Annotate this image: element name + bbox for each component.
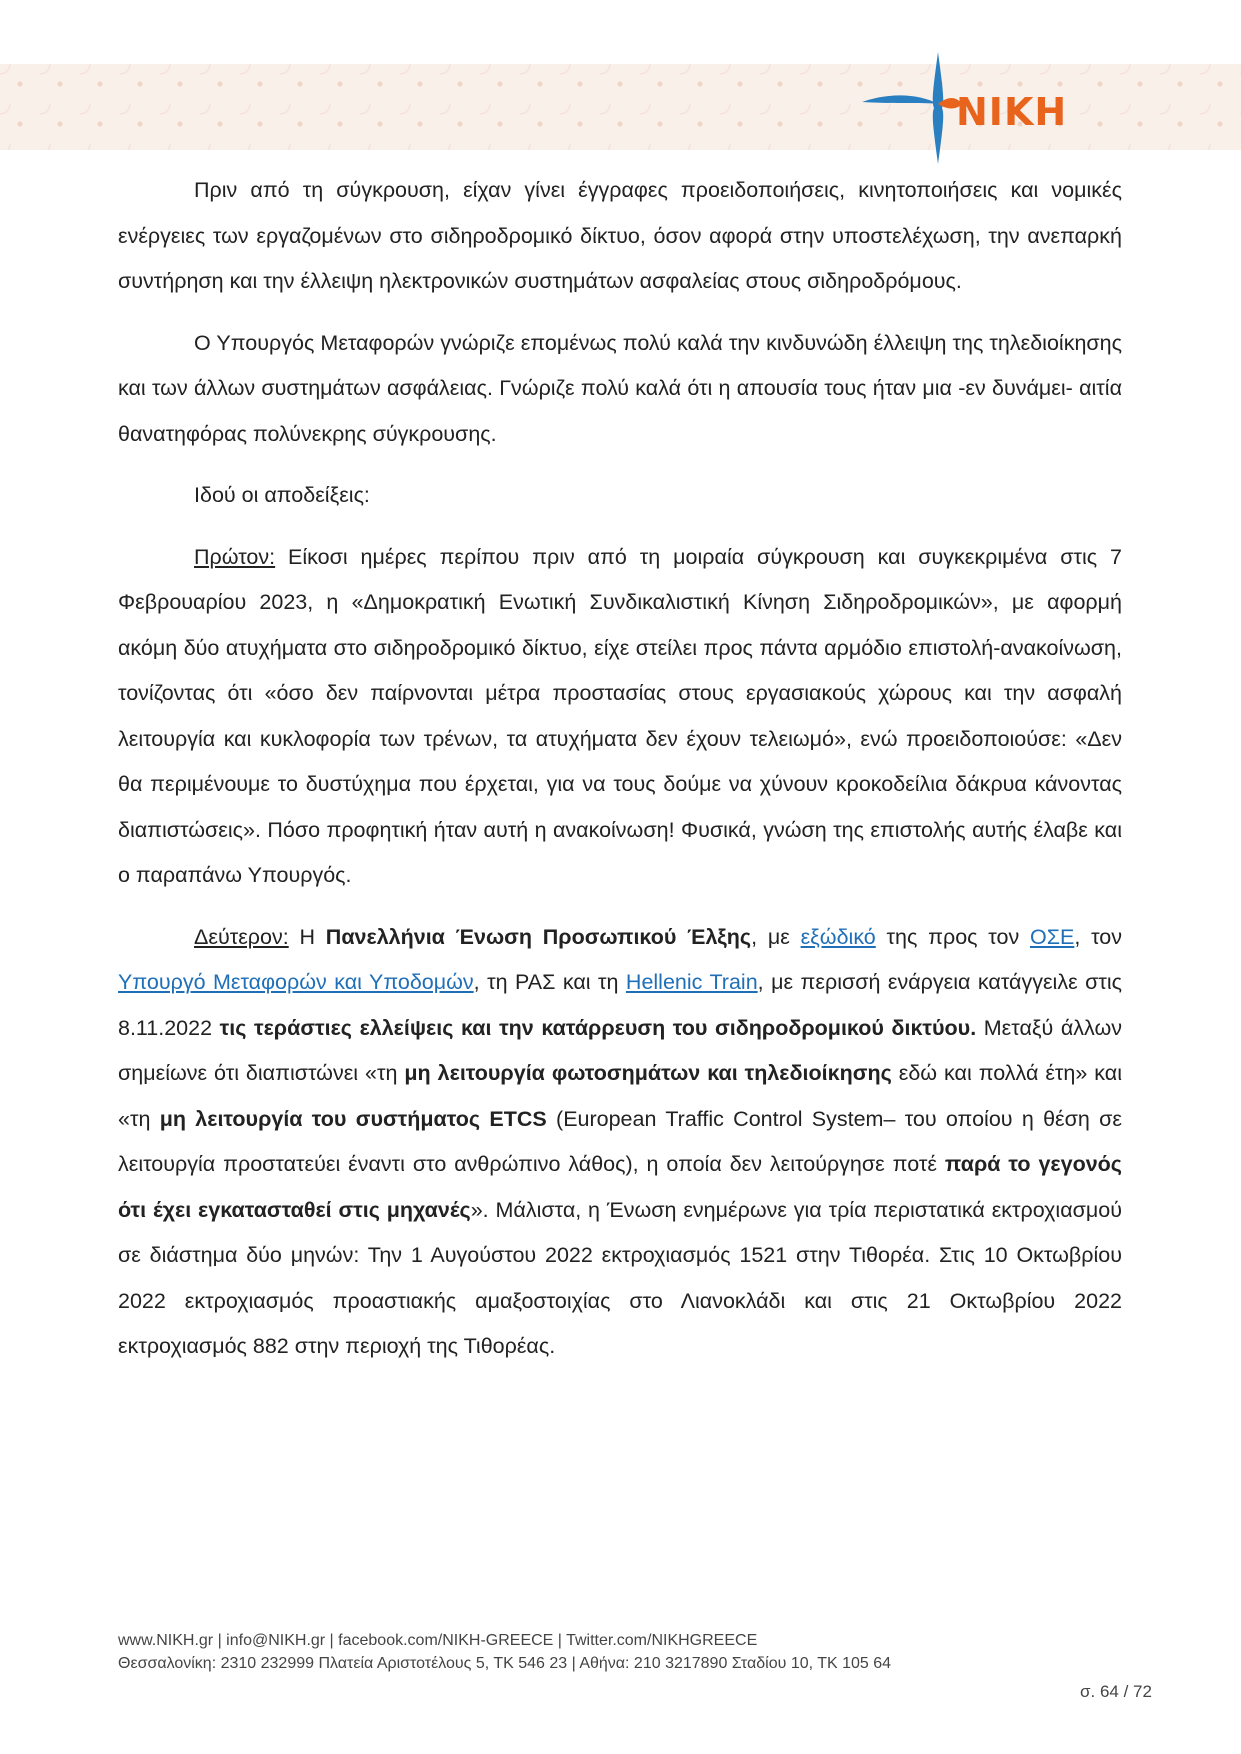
text-span: Μεταξύ άλλων σημείωνε ότι διαπιστώνει «τη xyxy=(118,1015,1122,1085)
page-number: σ. 64 / 72 xyxy=(1080,1682,1152,1701)
bold-span: Πανελλήνια Ένωση Προσωπικού Έλξης xyxy=(325,924,752,949)
paragraph-evidence-heading: Ιδού οι αποδείξεις: xyxy=(194,483,370,507)
footer-addresses: Θεσσαλονίκη: 2310 232999 Πλατεία Αριστοτέλους 5, ΤΚ 546 23 | Αθήνα: 210 3217890 Σταδίου 10, ΤΚ 105 64 xyxy=(118,1655,892,1672)
bold-span: μη λειτουργία φωτοσημάτων και τηλεδιοίκησης xyxy=(404,1061,892,1085)
link-hellenic-train[interactable]: Hellenic Train xyxy=(625,970,758,994)
paragraph-first xyxy=(118,535,1122,899)
text-span: εδώ και πολλά έτη» και «τη xyxy=(118,1061,1122,1131)
paragraph-second xyxy=(118,915,1122,1370)
paragraph-warnings: Πριν από τη σύγκρουση, είχαν γίνει έγγραφες προειδοποιήσεις, κινητοποιήσεις και νομικές ενέργειες των εργαζομένων στο σιδηροδρομικό δίκτυο, όσον αφορά στην υποστελέχωση, την ανεπαρκή συντήρηση και την έλλειψη ηλεκτρονικών συστημάτων ασφαλείας στους σιδηροδρόμους. xyxy=(118,178,1122,293)
second-lead: Δεύτερον: xyxy=(194,924,289,949)
document-body xyxy=(118,168,1122,1386)
text-span: , με περισσή ενάργεια κατάγγειλε στις 8.11.2022 xyxy=(118,970,1123,1040)
bold-span: μη λειτουργία του συστήματος ETCS xyxy=(159,1106,547,1131)
link-ose[interactable]: ΟΣΕ xyxy=(1029,924,1075,949)
paragraph-minister-knew: Ο Υπουργός Μεταφορών γνώριζε επομένως πολύ καλά την κινδυνώδη έλλειψη της τηλεδιοίκησης και των άλλων συστημάτων ασφάλειας. Γνώριζε πολύ καλά ότι η απουσία τους ήταν μια -εν δυνάμει- αιτία θανατηφόρας πολύνεκρης σύγκρουσης. xyxy=(118,330,1122,446)
text-span: ». Μάλιστα, η Ένωση ενημέρωνε για τρία περιστατικά εκτροχιασμού σε διάστημα δύο μηνών: Την 1 Αυγούστου 2022 εκτροχιασμός 1521 στην Τιθορέα. Στις 10 Οκτωβρίου 2022 εκτροχιασμός προαστιακής αμαξοστοιχίας στο Λιανοκλάδι και στις 21 Οκτωβρίου 2022 εκτροχιασμός 882 στην περιοχή της Τιθορέας. xyxy=(118,1197,1122,1358)
text-span: , τη ΡΑΣ και τη xyxy=(473,970,626,994)
first-text: Είκοσι ημέρες περίπου πριν από τη μοιραία σύγκρουση και συγκεκριμένα στις 7 Φεβρουαρίου 2023, η «Δημοκρατική Ενωτική Συνδικαλιστική Κίνηση Σιδηροδρομικών», με αφορμή ακόμη δύο ατυχήματα στο σιδηροδρομικό δίκτυο, είχε στείλει προς πάντα αρμόδιο επιστολή-ανακοίνωση, τονίζοντας ότι «όσο δεν παίρνονται μέτρα προστασίας στους εργασιακούς χώρους και την ασφαλή λειτουργία και κυκλοφορία των τρένων, τα ατυχήματα δεν έχουν τελειωμό», ενώ προειδοποιούσε: «Δεν θα περιμένουμε το δυστύχημα που έρχεται, για να τους δούμε να χύνουν κροκοδείλια δάκρυα κάνοντας διαπιστώσεις». Πόσο προφητική ήταν αυτή η ανακοίνωση! Φυσικά, γνώση της επιστολής αυτής έλαβε και ο παραπάνω Υπουργός. xyxy=(118,544,1122,887)
logo-text: NIKH xyxy=(956,90,1068,134)
text-span: , με xyxy=(751,924,801,949)
page-footer xyxy=(118,1629,1122,1675)
link-ministry[interactable]: Υπουργό Μεταφορών και Υποδομών xyxy=(118,970,474,994)
text-span: , τον xyxy=(1074,924,1122,949)
text-span: Η xyxy=(288,924,326,949)
bold-span: παρά το γεγονός ότι έχει εγκατασταθεί στις μηχανές xyxy=(118,1152,1122,1222)
text-span: της προς τον xyxy=(875,924,1030,949)
bold-span: τις τεράστιες ελλείψεις και την κατάρρευση του σιδηροδρομικού δικτύου. xyxy=(219,1015,977,1040)
footer-contacts: www.NIKH.gr | info@NIKH.gr | facebook.com/NIKH-GREECE | Twitter.com/NIKHGREECE xyxy=(118,1632,758,1649)
text-span: (European Traffic Control System– του οποίου η θέση σε λειτουργία προστατεύει έναντι στο ανθρώπινο λάθος), η οποία δεν λειτούργησε ποτέ xyxy=(118,1106,1123,1176)
first-lead: Πρώτον: xyxy=(194,544,276,569)
link-extrajudicial[interactable]: εξώδικό xyxy=(800,924,876,949)
